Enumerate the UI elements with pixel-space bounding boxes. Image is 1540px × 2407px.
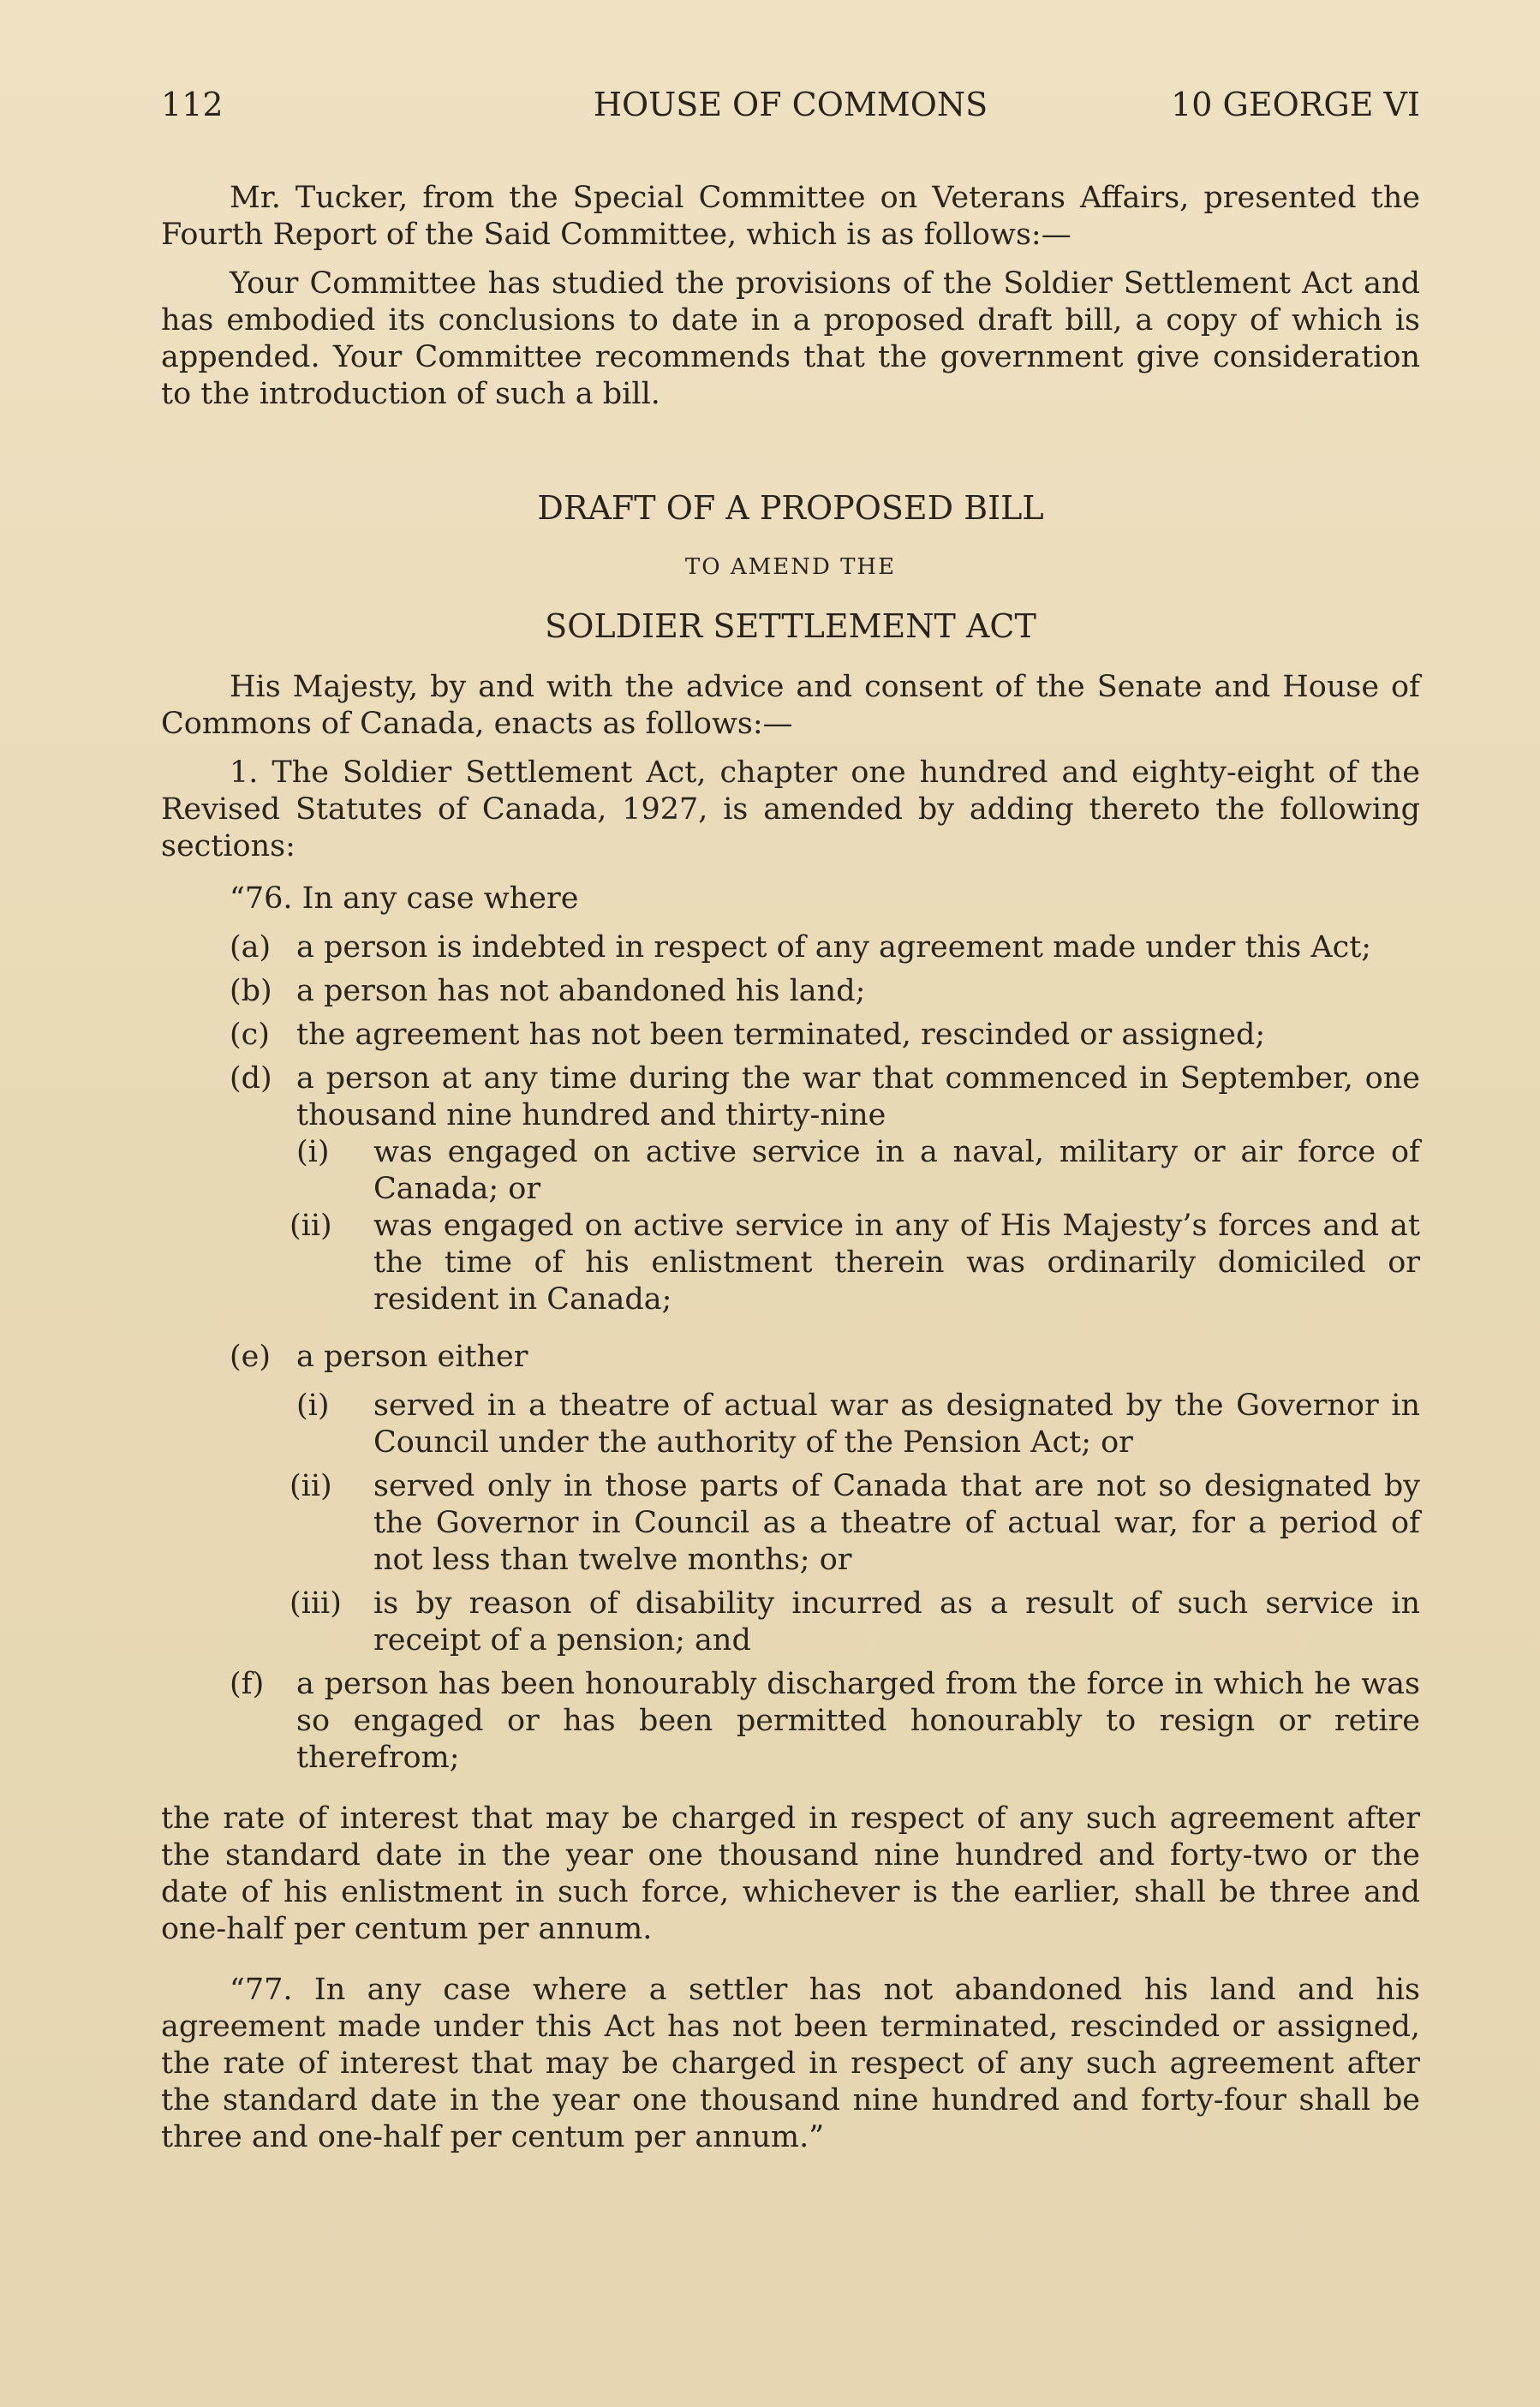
- subclause-label: (ii): [289, 1209, 332, 1243]
- clause-label: (c): [230, 1018, 270, 1052]
- enacting-clause: His Majesty, by and with the advice and consent of the Senate and House of Commons of Canada, enacts as follows:—: [161, 670, 1420, 741]
- subclause-d-ii: [161, 1208, 1420, 1318]
- subclause-d-i: [161, 1134, 1420, 1208]
- clause-e: [161, 1339, 1420, 1376]
- clause-label: (f): [230, 1667, 265, 1701]
- subclause-e-i: [161, 1388, 1420, 1461]
- section-76-lead: “76. In any case where: [230, 881, 579, 916]
- subclause-label: (i): [296, 1135, 330, 1169]
- document-body: [161, 180, 1420, 2156]
- section-76-conclusion: the rate of interest that may be charged in respect of any such agreement after the standard date in the year one thousand nine hundred and forty-two or the date of his enlistment in such force, whichever is the earlier, shall be three and one-half per centum per annum.: [161, 1801, 1420, 1946]
- subclause-e-ii: [161, 1468, 1420, 1579]
- clause-text: the agreement has not been terminated, rescinded or assigned;: [296, 1018, 1266, 1052]
- clause-label: (d): [230, 1061, 272, 1096]
- bill-title: DRAFT OF A PROPOSED BILL: [537, 489, 1044, 527]
- subclause-text: was engaged on active service in a naval, military or air force of Canada; or: [373, 1135, 1420, 1206]
- bill-act-name: SOLDIER SETTLEMENT ACT: [545, 607, 1036, 645]
- subclause-label: (ii): [289, 1469, 332, 1503]
- intro-paragraph-2: Your Committee has studied the provisions of the Soldier Settlement Act and has embodied its conclusions to date in a proposed draft bill, a copy of which is appended. Your Committee recommends that the government give consideration to the introduction of such a bill.: [161, 266, 1420, 411]
- subclause-label: (i): [296, 1389, 330, 1423]
- clause-b: [161, 973, 1420, 1010]
- clause-f: [161, 1666, 1420, 1777]
- clause-text: a person at any time during the war that commenced in September, one thousand nine hundred and thirty-nine: [296, 1061, 1420, 1132]
- section-77: “77. In any case where a settler has not abandoned his land and his agreement made under this Act has not been terminated, rescinded or assigned, the rate of interest that may be charged in respect of any such agreement after the standard date in the year one thousand nine hundred and forty-four shall be three and one-half per centum per annum.”: [161, 1973, 1420, 2154]
- subclause-e-iii: [161, 1586, 1420, 1659]
- clause-a: [161, 929, 1420, 966]
- running-title: HOUSE OF COMMONS: [593, 86, 988, 123]
- subclause-label: (iii): [289, 1586, 342, 1621]
- subclause-text: was engaged on active service in any of His Majesty’s forces and at the time of his enlistment therein was ordinarily domiciled or resident in Canada;: [373, 1209, 1420, 1317]
- bill-subtitle: TO AMEND THE: [684, 554, 897, 580]
- page-header: [161, 86, 1420, 128]
- reign-year: 10 GEORGE VI: [1171, 86, 1420, 123]
- clause-text: a person either: [296, 1340, 528, 1374]
- clause-label: (a): [230, 930, 272, 965]
- intro-paragraph-1: Mr. Tucker, from the Special Committee on Veterans Affairs, presented the Fourth Report of the Said Committee, which is as follows:—: [161, 181, 1420, 252]
- clause-text: a person is indebted in respect of any agreement made under this Act;: [296, 930, 1372, 965]
- clause-d: [161, 1060, 1420, 1134]
- subclause-text: served in a theatre of actual war as designated by the Governor in Council under the authority of the Pension Act; or: [373, 1389, 1420, 1460]
- clause-text: a person has not abandoned his land;: [296, 974, 866, 1008]
- subclause-text: is by reason of disability incurred as a result of such service in receipt of a pension; and: [373, 1586, 1420, 1657]
- clause-label: (b): [230, 974, 272, 1008]
- subclause-text: served only in those parts of Canada that are not so designated by the Governor in Council as a theatre of actual war, for a period of not less than twelve months; or: [373, 1469, 1420, 1577]
- section-1: 1. The Soldier Settlement Act, chapter one hundred and eighty-eight of the Revised Statutes of Canada, 1927, is amended by adding thereto the following sections:: [161, 756, 1420, 863]
- page-number: 112: [161, 86, 224, 123]
- clause-label: (e): [230, 1340, 272, 1374]
- clause-text: a person has been honourably discharged from the force in which he was so engaged or has been permitted honourably to resign or retire therefrom;: [296, 1667, 1420, 1775]
- clause-c: [161, 1017, 1420, 1054]
